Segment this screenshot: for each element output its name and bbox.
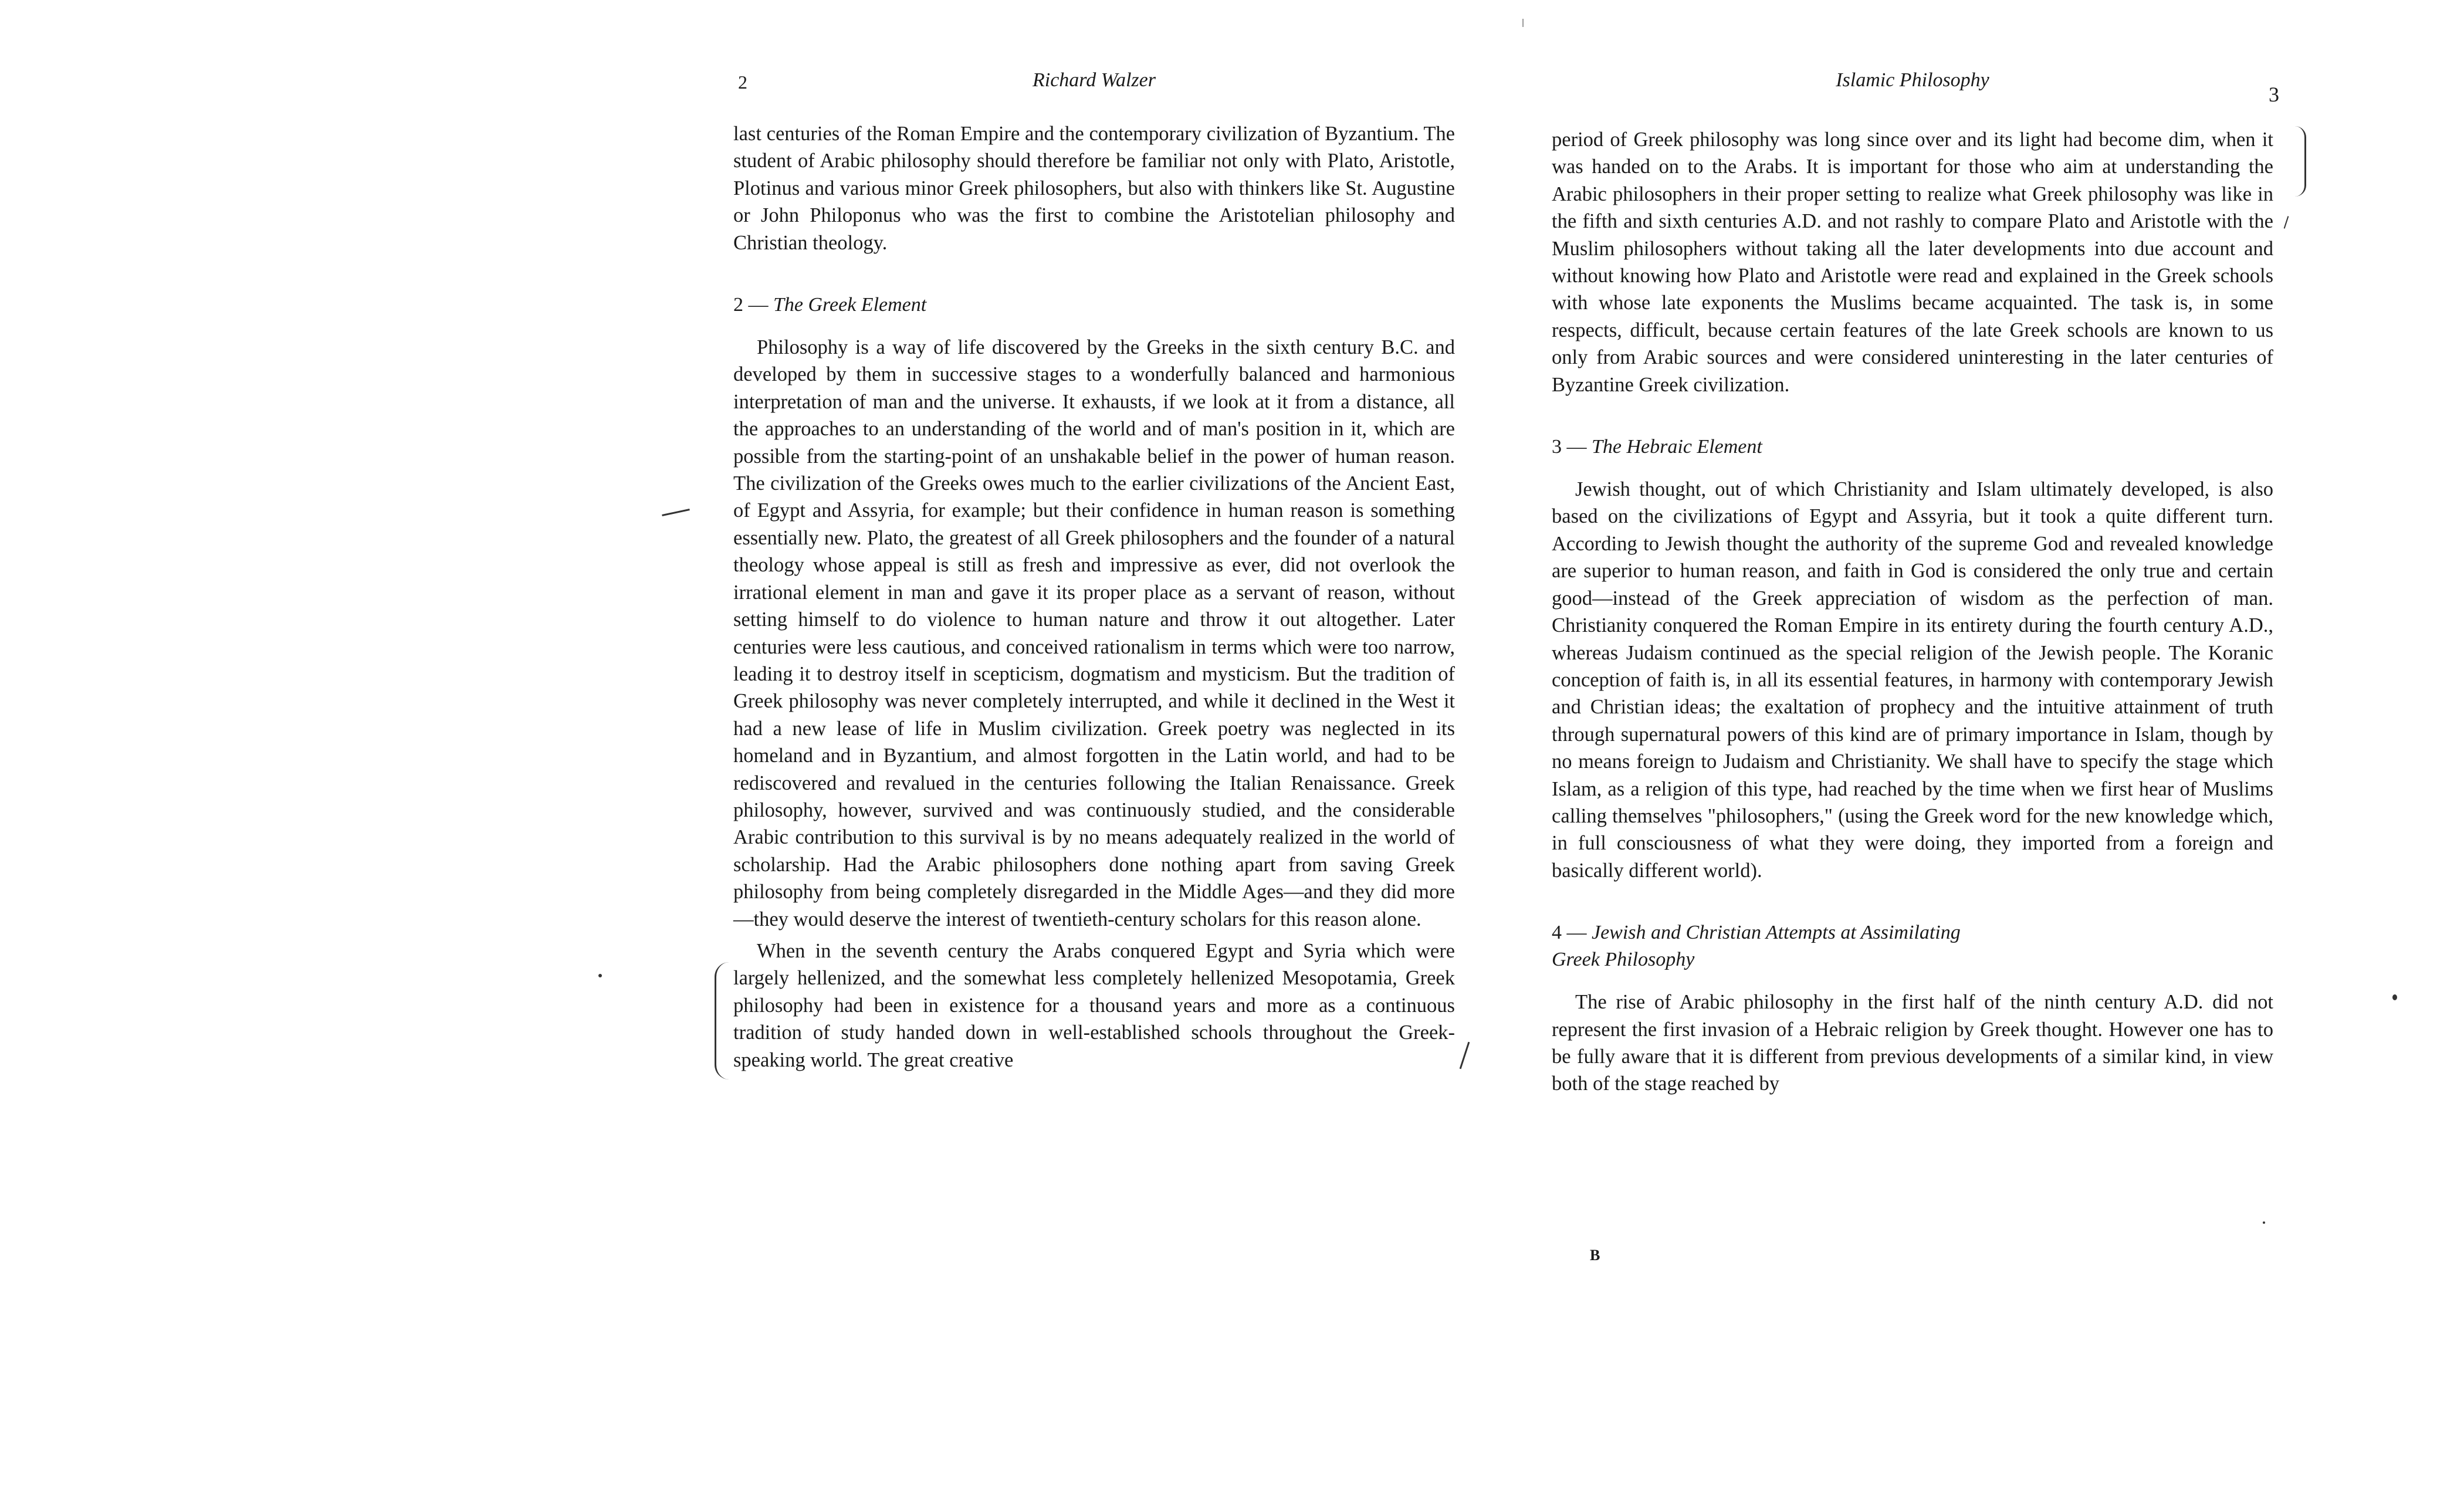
section-number: 3 — [1552, 436, 1587, 458]
margin-pencil-bracket [715, 962, 729, 1079]
greek-element-paragraph-2: When in the seventh century the Arabs conquered Egypt and Syria which were largely hellenized, and the somewhat less completely hellenized Mesopotamia, Greek philosophy had been in existence for a thousand years and more as a continuous tradition of study handed down in well-established schools throughout the Greek-speaking world. The great creative [733, 939, 1455, 1071]
left-opening-paragraph: last centuries of the Roman Empire and the contemporary civilization of Byzantium. The student of Arabic philosophy should therefore be familiar not only with Plato, Aristotle, Plotinus and various minor Greek philosophers, but also with thinkers like St. Augustine or John Philoponus who was the first to combine the Aristotelian philosophy and Christian theology. [733, 123, 1455, 254]
right-body-text [1552, 126, 2273, 1098]
section-number: 4 — [1552, 922, 1587, 944]
left-body-text [733, 120, 1455, 1074]
hebraic-element-paragraph-1: Jewish thought, out of which Christianity and Islam ultimately developed, is also based on the civilizations of Egypt and Assyria, but it took a quite different turn. According to Jewish thought the authority of the supreme God and revealed knowledge are superior to human reason, and faith in God is considered the only true and certain good—instead of the Greek appreciation of wisdom as the perfection of man. Christianity conquered the Roman Empire in its entirety during the fourth century A.D., whereas Judaism continued as the special religion of the Jewish people. The Koranic conception of faith is, in all its essential features, in harmony with contemporary Jewish and Christian ideas; the exaltation of prophecy and the intuitive attainment of truth through supernatural powers of this kind are of primary importance in Islam, though by no means foreign to Judaism and Christianity. We shall have to specify the stage which Islam, as a religion of this type, had reached by the time when we first hear of Muslims calling themselves "philosophers," (using the Greek word for the new knowledge which, in full consciousness of what they were doing, they imported from a foreign and basically different world). [1552, 478, 2273, 882]
margin-pencil-dash [662, 509, 690, 516]
left-running-head [733, 69, 1455, 104]
section-title-line-1: Jewish and Christian Attempts at Assimilating [1592, 922, 1961, 944]
gutter-mark [1522, 19, 1524, 27]
left-folio: 2 [738, 72, 747, 93]
right-running-head [1552, 69, 2279, 106]
margin-pencil-bracket-right [2295, 126, 2306, 197]
section-heading-assimilating-line-2 [1552, 946, 2273, 973]
margin-speck [598, 974, 602, 977]
greek-element-paragraph-1: Philosophy is a way of life discovered by the Greeks in the sixth century B.C. and developed by them in successive stages to a wonderfully balanced and harmonious interpretation of man and the universe. It exhausts, if we look at it from a distance, all the approaches to an understanding of the world and of man's position in it, which are possible from the starting-point of an unshakable belief in the power of human reason. The civilization of the Greeks owes much to the earlier civilizations of the Ancient East, of Egypt and Assyria, for example; but their confidence in human reason is something essentially new. Plato, the greatest of all Greek philosophers and the founder of a natural theology whose appeal is still as fresh and impressive as ever, did not overlook the irrational element in man and gave it its proper place as a servant of reason, without setting himself to do violence to human nature and throw it out altogether. Later centuries were less cautious, and conceived rationalism in terms which were too narrow, leading it to destroy itself in scepticism, dogmatism and mysticism. But the tradition of Greek philosophy was never completely interrupted, and while it declined in the West it had a new lease of life in Muslim civilization. Greek poetry was neglected in its homeland and in Byzantium, and almost forgotten in the Latin world, and had to be rediscovered and revalued in the centuries following the Italian Renaissance. Greek philosophy, however, survived and was continuously studied, and the considerable Arabic contribution to this survival is by no means adequately realized in the world of scholarship. Had the Arabic philosophers done nothing apart from saving Greek philosophy from being completely disregarded in the Middle Ages—and they did more—they would deserve the interest of twentieth-century scholars for this reason alone. [733, 336, 1455, 930]
margin-pencil-slash [1460, 1042, 1470, 1069]
section-title-line-2: Greek Philosophy [1552, 949, 1695, 971]
section-heading-greek-element [733, 292, 1455, 319]
right-running-head-title: Islamic Philosophy [1836, 69, 1989, 91]
section-heading-hebraic-element [1552, 434, 2273, 461]
section-title: The Greek Element [773, 294, 927, 316]
right-opening-paragraph: period of Greek philosophy was long since over and its light had become dim, when it was handed on to the Arabs. It is important for those who aim at understanding the Arabic philosophers in their proper setting to realize what Greek philosophy was like in the fifth and sixth centuries A.D. and not rashly to compare Plato and Aristotle with the Muslim philosophers without taking all the later developments into due account and without knowing how Plato and Aristotle were read and explained in the Greek schools with whose late exponents the Muslims became acquainted. The task is, in some respects, difficult, because certain features of the late Greek schools are known to us only from Arabic sources and were considered uninteresting in the later centuries of Byzantine Greek civilization. [1552, 128, 2273, 396]
section-title: The Hebraic Element [1592, 436, 1762, 458]
right-folio: 3 [2269, 83, 2279, 106]
left-running-head-title: Richard Walzer [1033, 69, 1156, 91]
margin-speck [2263, 1221, 2265, 1224]
section-heading-assimilating [1552, 919, 2273, 946]
signature-mark: B [1590, 1247, 1600, 1264]
margin-pencil-slash-small [2284, 216, 2289, 229]
assimilating-paragraph-1: The rise of Arabic philosophy in the first half of the ninth century A.D. did not represent the first invasion of a Hebraic religion by Greek thought. However one has to be fully aware that it is different from previous developments of a similar kind, in view both of the stage reached by [1552, 991, 2273, 1095]
section-number: 2 — [733, 294, 769, 316]
margin-speck [2392, 994, 2397, 1000]
